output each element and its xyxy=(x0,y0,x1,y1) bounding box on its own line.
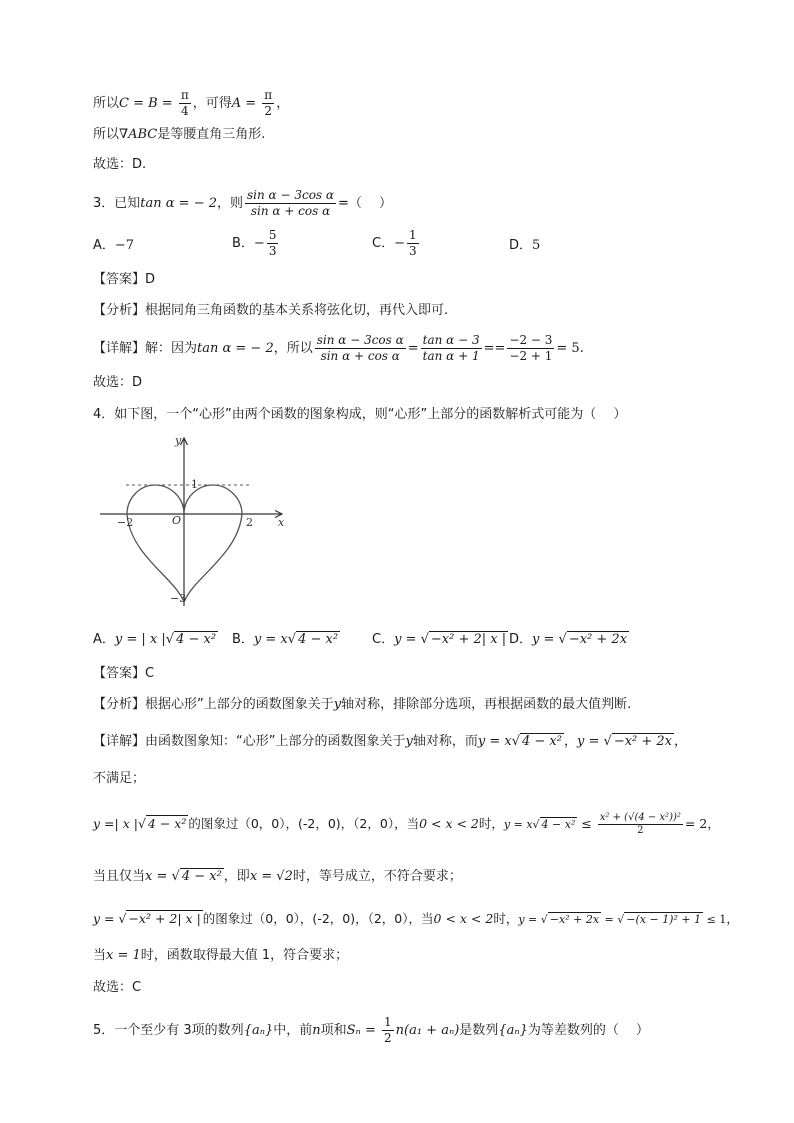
text: 的图象过（0，0），(-2，0)，（2，0），当 xyxy=(202,911,434,926)
text: 所以 xyxy=(93,96,120,111)
math-expr: C = B = xyxy=(119,96,177,111)
solution-line-2 xyxy=(93,126,265,144)
denominator: sin α + cos α xyxy=(250,204,331,218)
equals: = xyxy=(407,341,419,356)
option-a xyxy=(93,628,218,647)
radicand: −x² + 2x xyxy=(613,734,673,749)
math-var: y xyxy=(333,697,342,712)
equality-line xyxy=(93,868,462,886)
text: 轴对称，排除部分选项，再根据函数的最大值判断. xyxy=(341,697,632,712)
math-expr: A = xyxy=(231,96,261,111)
math-expr: {aₙ} xyxy=(243,1023,274,1038)
math-expr: x = 1 xyxy=(106,948,141,963)
math-expr: y = x xyxy=(477,734,512,749)
heart-figure xyxy=(96,432,296,612)
sqrt: √ 4 − x² xyxy=(511,734,562,749)
denominator: −2 + 1 xyxy=(509,349,553,363)
radicand: −(x − 1)² + 1 xyxy=(626,913,702,926)
math-var: n xyxy=(312,1023,321,1038)
text: 当且仅当 xyxy=(93,869,146,884)
math-expr: tan α = − 2 xyxy=(197,341,274,356)
text: 【详解】由函数图象知：“心形”上部分的函数图象关于 xyxy=(93,734,406,749)
fraction xyxy=(507,333,554,364)
math-expr: x = √2 xyxy=(249,869,293,884)
radicand: 4 − x² xyxy=(181,869,222,884)
math-var: y xyxy=(405,734,413,749)
tick-label-neg2: −2 xyxy=(117,516,134,529)
fraction xyxy=(245,188,336,219)
option-label: B． xyxy=(232,632,254,647)
q3-detail xyxy=(93,333,584,364)
sqrt: √ −x² + 2| x | xyxy=(118,911,201,926)
q4-analysis xyxy=(93,696,631,714)
math-expr: y = xyxy=(577,734,604,749)
math-expr: y = xyxy=(532,632,559,647)
text: 是等腰直角三角形. xyxy=(157,127,266,142)
text: 【分析】根据心形”上部分的函数图象关于 xyxy=(93,697,334,712)
radicand: −x² + 2| x | xyxy=(128,911,201,926)
option-b xyxy=(232,228,280,259)
text: =（ ） xyxy=(338,196,393,211)
denominator: tan α + 1 xyxy=(422,349,480,363)
text: 是数列 xyxy=(459,1023,499,1038)
denominator: sin α + cos α xyxy=(320,349,400,363)
sqrt: √ 4 − x² xyxy=(171,869,222,884)
sign: − xyxy=(394,236,405,251)
denominator: 2 xyxy=(264,104,273,118)
numerator: x² + (√(4 − x²))² xyxy=(599,812,681,823)
denominator: 3 xyxy=(268,244,277,258)
denominator: 3 xyxy=(408,244,417,258)
denominator: 4 xyxy=(180,104,189,118)
q3-analysis: 【分析】根据同角三角函数的基本关系将弦化切，再代入即可. xyxy=(93,303,449,318)
origin-label: O xyxy=(172,514,182,527)
text: ，则 xyxy=(217,196,244,211)
option-b xyxy=(232,628,340,647)
fraction xyxy=(421,333,482,364)
question-4-options xyxy=(93,628,653,650)
text: 时，等号成立，不符合要求； xyxy=(292,869,462,884)
fraction xyxy=(407,228,419,259)
sqrt: √ −(x − 1)² + 1 xyxy=(617,913,702,926)
equals: = xyxy=(601,913,618,926)
text: ，即 xyxy=(223,869,250,884)
numerator: sin α − 3cos α xyxy=(247,188,334,202)
q4-choose: 故选：C xyxy=(93,980,142,995)
sqrt: √ 4 − x² xyxy=(165,632,217,647)
denominator: 2 xyxy=(637,825,644,836)
y-axis-label: y xyxy=(175,434,182,447)
sqrt: √ −x² + 2x xyxy=(558,632,628,647)
tick-label-1: 1 xyxy=(191,478,198,491)
radicand: −x² + 2x xyxy=(568,632,628,647)
radicand: 4 − x² xyxy=(147,816,187,831)
option-label: D． xyxy=(509,632,533,647)
math-expr: tan α = − 2 xyxy=(140,196,217,211)
math-expr: {aₙ} xyxy=(498,1023,528,1038)
math-expr: ∇ABC xyxy=(119,127,158,142)
option-d xyxy=(509,628,629,647)
text: 当 xyxy=(93,948,107,963)
option-label: C． xyxy=(372,632,395,647)
denominator: 2 xyxy=(384,1031,392,1045)
text: 轴对称，而 xyxy=(412,734,478,749)
text: 3．已知 xyxy=(93,196,141,211)
text: 的图象过（0，0），(-2，0)，（2，0），当 xyxy=(188,816,420,831)
tick-label-neg3: −3 xyxy=(170,592,187,605)
math-expr: y =| x | xyxy=(93,816,138,831)
radicand: −x² + 2x xyxy=(549,913,600,926)
q4-answer: 【答案】C xyxy=(93,666,155,681)
sign: − xyxy=(253,236,265,251)
sqrt: √ −x² + 2| x | xyxy=(420,632,507,647)
equals: == xyxy=(483,341,506,356)
text: 时， xyxy=(478,816,504,831)
question-3-options xyxy=(93,228,653,262)
x-axis-label: x xyxy=(278,516,285,529)
fraction xyxy=(179,88,191,119)
text: 时， xyxy=(493,911,519,926)
q4-option-a-analysis xyxy=(93,812,720,837)
leq: ≤ 1 xyxy=(703,913,727,926)
solution-line-1 xyxy=(93,88,289,119)
text: 5．一个至少有 3项的数列 xyxy=(93,1023,244,1038)
numerator: sin α − 3cos α xyxy=(316,333,404,347)
text: ， xyxy=(707,816,720,831)
fraction xyxy=(315,333,406,364)
math-expr: Sₙ = xyxy=(346,1023,380,1038)
numerator: −2 − 3 xyxy=(509,333,553,347)
math-expr: 0 < x < 2 xyxy=(433,911,494,926)
leq: ≤ xyxy=(577,816,596,831)
choose-line: 故选：D. xyxy=(93,157,147,172)
option-label: B． xyxy=(232,236,254,251)
fraction xyxy=(262,88,274,119)
text: ， xyxy=(563,734,577,749)
math-expr: y = xyxy=(518,913,541,926)
question-3-stem xyxy=(93,188,392,219)
q4-detail xyxy=(93,733,687,751)
math-expr: y = x xyxy=(503,818,533,831)
not-satisfy-line: 不满足； xyxy=(93,771,146,786)
math-expr: n(a₁ + aₙ) xyxy=(395,1023,460,1038)
sqrt: √ 4 − x² xyxy=(137,816,187,831)
radicand: 4 − x² xyxy=(176,632,217,647)
math-expr: y = | x | xyxy=(114,632,166,647)
q3-choose: 故选：D xyxy=(93,375,143,390)
radicand: 4 − x² xyxy=(541,818,576,831)
numerator: 1 xyxy=(384,1015,392,1029)
numerator: tan α − 3 xyxy=(422,333,480,347)
radicand: −x² + 2| x | xyxy=(430,632,507,647)
text: ， xyxy=(674,734,688,749)
sqrt: √ −x² + 2x xyxy=(603,734,673,749)
math-expr: = 2 xyxy=(684,816,708,831)
math-expr: y = x xyxy=(253,632,288,647)
text: 【详解】解：因为 xyxy=(93,341,198,356)
sqrt: √ 4 − x² xyxy=(287,632,339,647)
text: 项和 xyxy=(320,1023,347,1038)
text: 中，前 xyxy=(273,1023,313,1038)
math-expr: = 5. xyxy=(556,341,584,356)
fraction xyxy=(382,1015,394,1046)
text: ，可得 xyxy=(192,96,232,111)
text: ， xyxy=(276,96,290,111)
option-value: −7 xyxy=(114,238,135,253)
tick-label-2: 2 xyxy=(246,516,253,529)
option-label: D． xyxy=(509,238,533,253)
math-expr: y = xyxy=(93,911,119,926)
sqrt: √ −x² + 2x xyxy=(540,913,600,926)
radicand: 4 − x² xyxy=(522,734,562,749)
math-expr: y = xyxy=(394,632,421,647)
option-label: C． xyxy=(372,236,395,251)
option-a xyxy=(93,234,134,253)
math-expr: 0 < x < 2 xyxy=(419,816,479,831)
option-value: 5 xyxy=(532,238,541,253)
numerator: π xyxy=(180,88,189,102)
text: ， xyxy=(726,911,739,926)
option-d xyxy=(509,234,540,253)
option-c xyxy=(372,628,508,647)
numerator: π xyxy=(264,88,273,102)
fraction xyxy=(267,228,279,259)
numerator: 5 xyxy=(268,228,277,242)
text: 为等差数列的（ ） xyxy=(527,1023,650,1038)
numerator: 1 xyxy=(408,228,417,242)
radicand: 4 − x² xyxy=(298,632,339,647)
question-4-stem: 4．如下图，一个“心形”由两个函数的图象构成，则“心形”上部分的函数解析式可能为（ ） xyxy=(93,407,627,422)
q3-answer: 【答案】D xyxy=(93,272,156,287)
option-c xyxy=(372,228,421,259)
text: ，所以 xyxy=(273,341,313,356)
sqrt: √ 4 − x² xyxy=(532,818,576,831)
text: 时，函数取得最大值 1，符合要求； xyxy=(140,948,349,963)
q4-option-c-analysis xyxy=(93,910,739,929)
text: 所以 xyxy=(93,127,120,142)
math-expr: x = xyxy=(145,869,172,884)
question-5-stem xyxy=(93,1015,649,1046)
max-value-line xyxy=(93,947,348,965)
option-label: A． xyxy=(93,238,115,253)
option-label: A． xyxy=(93,632,115,647)
fraction xyxy=(598,812,683,837)
